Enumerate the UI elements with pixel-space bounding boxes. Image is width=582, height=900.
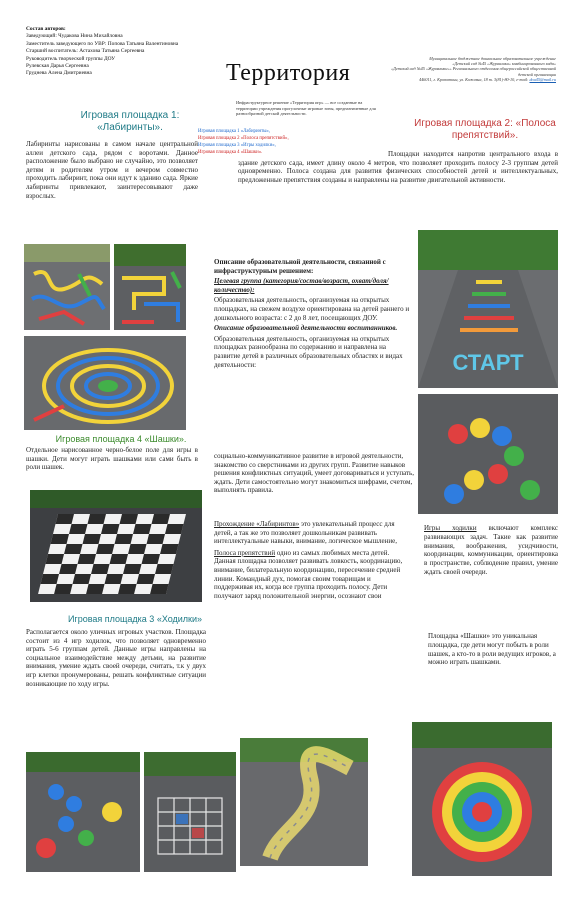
area2-text: Площадки находится напротив центрального входа в здание детского сада, имеет длину около 4 метров, что позволяет проходить полосу 2-3 группам детей одновременно. Полоса создана для развития физических способностей детей и интеллектуальных, предложенные препятствия созданы и направлены на развитие двигательной активности. (238, 150, 558, 184)
obstacle-note (214, 549, 410, 601)
org-line (378, 77, 556, 82)
org-email-link[interactable]: dou45@mail.ru (529, 76, 556, 82)
target-group-text: Образовательная деятельность, организуемая на открытых площадках, на свежем воздухе ориентирована на детей раннего и дошкольного возраста: с 2 до 8 лет, посещающих ДОУ. (214, 296, 410, 322)
area1-text: Лабиринты нарисованы в самом начале центральной аллеи детского сада, рядом с воротами. Данное расположение было выбрано не случайно, это позволяет детям и родителям утром и вечером совместно проходить лабиринт, пока они идут к зданию сада. Яркие лабиринты привлекают, заинтересовывают даже взрослых. (26, 140, 198, 200)
area-link-4[interactable]: Игровая площадка 4 «Шашки». (198, 150, 263, 155)
area3-title: Игровая площадка 3 «Ходилки» (67, 614, 203, 624)
intro-text: Инфраструктурное решение «Территория игр» — все созданные на территории учреждения прогулочные игровые зоны, предназначенные для разнообразной детской деятельности. (236, 100, 376, 117)
page-title: Территория (226, 60, 351, 86)
photo-spiral-labyrinth (24, 336, 186, 430)
area-link-3[interactable]: Игровая площадка 3 «Игры ходилки», (198, 143, 276, 148)
organization-info (378, 56, 556, 82)
photo-walker-path-2 (144, 752, 236, 872)
area4-title: Игровая площадка 4 «Шашки». (55, 434, 187, 444)
authors-heading: Состав авторов: (26, 26, 66, 32)
author-line: Руководитель творческой группы ДОУ (26, 55, 116, 62)
labyrinth-note-lead: Прохождение «Лабиринтов» (214, 520, 300, 528)
org-line: «Детский сад №45 «Журавлики» комбинированного вида» (452, 61, 556, 67)
photo-checkers-board (30, 490, 202, 602)
description-block (214, 258, 414, 371)
photo-hopscotch-path (240, 738, 368, 866)
photo-labyrinth-2 (114, 244, 186, 330)
org-line: Муниципальное бюджетное дошкольное образовательное учреждение (429, 56, 556, 61)
author-line: Заместитель заведующего по УВР: Попова Татьяна Валентиновна (26, 40, 179, 47)
walkers-note-text: включают комплекс развивающих задач. Такие как развитие внимания, воображения, усидчивости, координации, коммуникации, ориентировка в пространстве, соблюдение правил, умение ждать своей очереди. (424, 524, 559, 576)
authors-block (26, 26, 226, 78)
labyrinth-note (214, 520, 410, 546)
author-line: Заведующий: Чудакова Нина Михайловна (26, 33, 123, 40)
activity-text: Образовательная деятельность, организуемая на открытых площадках разнообразна по содержанию и направлена на развитие детей в различных образовательных областях и видах деятельности: (214, 334, 403, 369)
start-label: СТАРТ (452, 350, 524, 375)
activity-heading: Описание образовательной деятельности воспитанников. (214, 324, 398, 333)
obstacle-note-text: одно из самых любимых места детей. Данная площадка позволяет развивать ловкость, координацию, внимание, билатеральную координацию, пересечение средней линии. Командный дух, помогая своим товарищам и поддерживая их, когда все группа проходить полосу. Дети получают заряд положительной энергии, осознают свои (214, 548, 403, 600)
checkers-note: Площадка «Шашки» это уникальная площадка, где дети могут побыть в роли шашек, а кто-то в роли ведущих игроков, а можно играть шашками. (428, 632, 556, 667)
org-line: «Детский сад №45 «Журавлики»» Регионального отделения общероссийской общественной детской организации (391, 66, 556, 77)
description-heading: Описание образовательной деятельности, связанной с инфраструктурным решением: (214, 258, 386, 275)
area-link-1[interactable]: Игровая площадка 1 «Лабиринты», (198, 129, 271, 134)
area4-text: Отдельное нарисованное черно-белое поле для игры в шашки. Дети могут играть шашками или сами быть в роли шашек. (26, 446, 198, 472)
labyrinth-note-text: это увлекательный процесс для детей, а так же это позволяет дошкольникам развивать интеллектуальные навыки, внимание, логическое мышление, (214, 520, 397, 546)
area1-title: Игровая площадка 1: «Лабиринты». (80, 110, 180, 133)
development-areas-text: социально-коммуникативное развитие в игровой деятельности, знакомство со сверстниками из других групп. Развитие навыков решения конфликтных ситуаций, умеет договариваться и уступать, ждать. Дети самостоятельно могут знакомиться шифрами, счетом, выполнять правила. (214, 452, 414, 495)
author-line: Груднева Алена Дмитриевна (26, 70, 92, 77)
photo-obstacle-course (418, 230, 558, 388)
area-link-2[interactable]: Игровая площадка 2 «Полоса препятствий», (198, 136, 289, 141)
walkers-note-lead: Игры ходилки (424, 524, 477, 532)
author-line: Рулевская Дарья Сергеевна (26, 63, 89, 70)
org-address: 446011, г. Кропоткин, ул. Кожевна, 18 т. 3(81)-80-10, e-mail: (419, 76, 529, 82)
obstacle-note-lead: Полоса препятствий (214, 548, 276, 557)
photo-snail-game (412, 722, 552, 876)
photo-walker-game (418, 394, 558, 514)
author-line: Старший воспитатель: Астахова Татьяна Сергеевна (26, 48, 145, 55)
target-group-label: Целевая группа (категория/состав/возраст, охват/доля/количество): (214, 277, 389, 294)
development-areas (214, 452, 414, 497)
walkers-note (424, 524, 558, 577)
area2-title: Игровая площадка 2: «Полоса препятствий». (414, 118, 556, 141)
photo-labyrinth-1 (24, 244, 110, 330)
photo-walker-path-1 (26, 752, 140, 872)
notes-column (214, 520, 410, 603)
area3-text: Располагается около уличных игровых участков. Площадка состоит из 4 игр ходилок, что позволяет одновременно играть 5-6 группам детей. Данные игры направлены на социальное взаимодействие между детьми, на развитие внимания, умение ждать своей очереди, считать, т.к у двух игр клетки пронумерованы, решать конфликтные ситуации возникающие по ходу игры. (26, 628, 206, 688)
